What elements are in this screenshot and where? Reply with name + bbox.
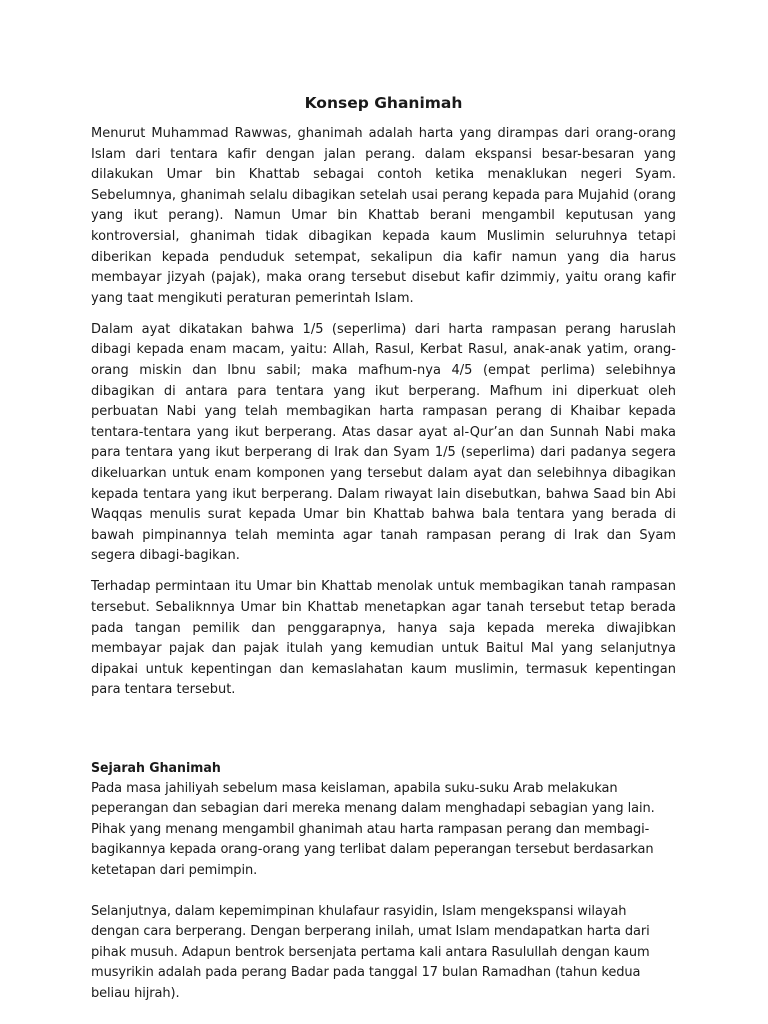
paragraph-umar-decision: Terhadap permintaan itu Umar bin Khattab menolak untuk membagikan tanah rampasan tersebut. Sebaliknnya Umar bin Khattab menetapkan agar tanah tersebut tetap berada pada tangan pemilik dan penggarapnya, hanya saja kepada mereka diwajibkan membayar pajak dan pajak itulah yang kemudian untuk Baitul Mal yang selanjutnya dipakai untuk kepentingan dan kemaslahatan kaum muslimin, termasuk kepentingan para tentara tersebut. <box>91 579 676 698</box>
section-heading-history: Sejarah Ghanimah <box>91 759 221 776</box>
paragraph-distribution: Dalam ayat dikatakan bahwa 1/5 (seperlima) dari harta rampasan perang haruslah dibagi kepada enam macam, yaitu: Allah, Rasul, Kerbat Rasul, anak-anak yatim, orang-orang miskin dan Ibnu sabil; maka mafhum-nya 4/5 (empat perlima) selebihnya dibagikan di antara para tentara yang ikut berperang. Mafhum ini diperkuat oleh perbuatan Nabi yang telah membagikan harta rampasan perang di Khaibar kepada tentara-tentara yang ikut berperang. Atas dasar ayat al-Qur’an dan Sunnah Nabi maka para tentara yang ikut berperang di Irak dan Syam 1/5 (seperlima) dari padanya segera dikeluarkan untuk enam komponen yang tersebut dalam ayat dan selebihnya dibagikan kepada tentara yang ikut berperang. Dalam riwayat lain disebutkan, bahwa Saad bin Abi Waqqas menulis surat kepada Umar bin Khattab bahwa bala tentara yang berada di bawah pimpinannya telah meminta agar tanah rampasan perang di Irak dan Syam segera dibagi-bagikan. <box>91 321 676 564</box>
paragraph-jahiliyah: Pada masa jahiliyah sebelum masa keislaman, apabila suku-suku Arab melakukan peperangan dan sebagian dari mereka menang dalam menghadapi sebagian yang lain. Pihak yang menang mengambil ghanimah atau harta rampasan perang dan membagi-bagikannya kepada orang-orang yang terlibat dalam peperangan tersebut berdasarkan ketetapan dari pemimpin. <box>91 780 655 878</box>
paragraph-definition: Menurut Muhammad Rawwas, ghanimah adalah harta yang dirampas dari orang-orang Islam dari tentara kafir dengan jalan perang. dalam ekspansi besar-besaran yang dilakukan Umar bin Khattab sebagai contoh ketika menaklukan negeri Syam. Sebelumnya, ghanimah selalu dibagikan setelah usai perang kepada para Mujahid (orang yang ikut perang). Namun Umar bin Khattab berani mengambil keputusan yang kontroversial, ghanimah tidak dibagikan kepada kaum Muslimin seluruhnya tetapi diberikan kepada penduduk setempat, sekalipun dia kafir namun yang dia harus membayar jizyah (pajak), maka orang tersebut disebut kafir dzimmiy, yaitu orang kafir yang taat mengikuti peraturan pemerintah Islam. <box>91 126 676 306</box>
section-spacer <box>91 712 676 759</box>
document-title: Konsep Ghanimah <box>304 94 463 112</box>
paragraph-khulafaur-rasyidin: Selanjutnya, dalam kepemimpinan khulafaur rasyidin, Islam mengekspansi wilayah dengan cara berperang. Dengan berperang inilah, umat Islam mendapatkan harta dari pihak musuh. Adapun bentrok bersenjata pertama kali antara Rasulullah dengan kaum musyrikin adalah pada perang Badar pada tanggal 17 bulan Ramadhan (tahun kedua beliau hijrah). <box>91 903 650 1001</box>
